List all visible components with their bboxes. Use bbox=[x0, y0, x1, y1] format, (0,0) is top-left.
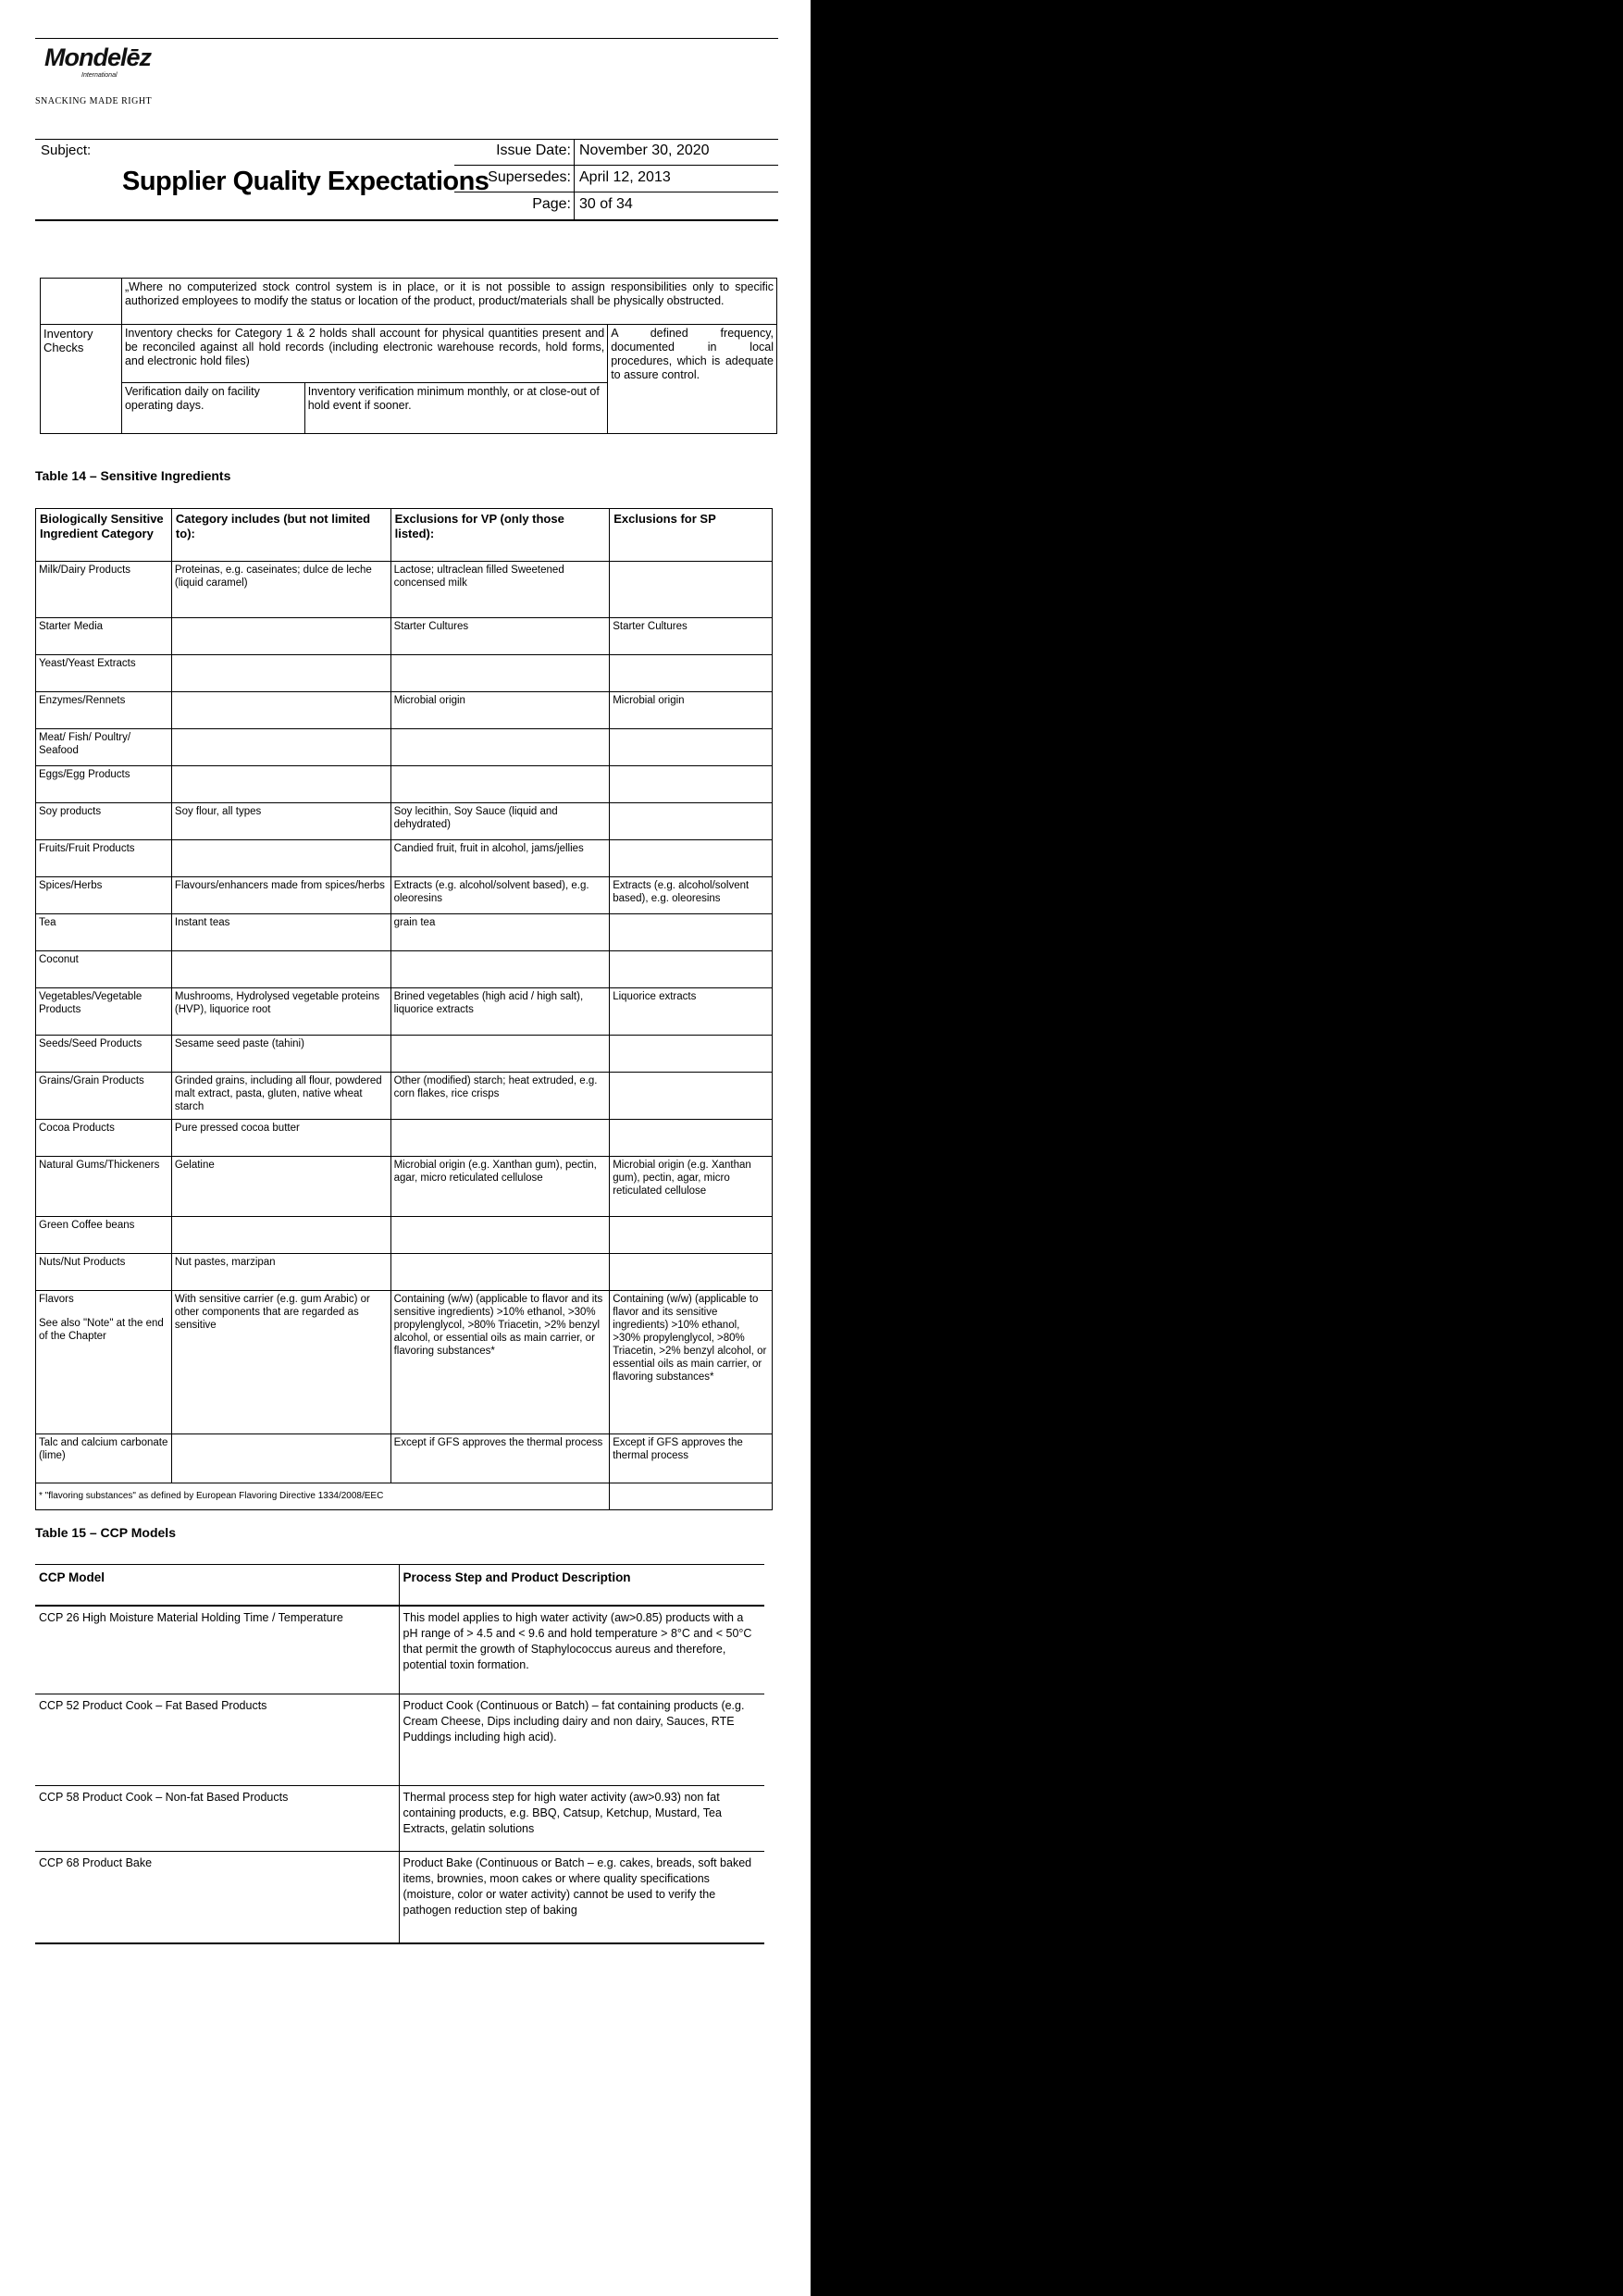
column-header: Category includes (but not limited to): bbox=[171, 509, 390, 562]
cell-text: Proteinas, e.g. caseinates; dulce de leche (liquid caramel) bbox=[174, 565, 372, 589]
table-cell bbox=[36, 618, 172, 655]
table-cell bbox=[390, 618, 610, 655]
hold-inventory-table bbox=[40, 278, 777, 434]
column-header: CCP Model bbox=[35, 1565, 399, 1607]
table-cell bbox=[36, 692, 172, 729]
cell-text: Fruits/Fruit Products bbox=[39, 843, 135, 854]
hold-obstruction-text: „Where no computerized stock control system is in place, or it is not possible to assign responsibilities only to specific authorized employees to modify the status or location of the product, product/materials shall be physically obstructed. bbox=[121, 279, 776, 325]
verification-monthly-text: Inventory verification minimum monthly, or at close-out of hold event if sooner. bbox=[304, 383, 608, 434]
table-cell bbox=[36, 1217, 172, 1254]
table-footnote-row bbox=[36, 1483, 773, 1510]
table-cell bbox=[390, 1254, 610, 1291]
cell-text: Brined vegetables (high acid / high salt), liquorice extracts bbox=[393, 991, 584, 1015]
table-row bbox=[41, 325, 777, 383]
table-cell bbox=[390, 803, 610, 840]
table-cell bbox=[390, 1036, 610, 1073]
table-cell bbox=[610, 1157, 773, 1217]
cell-text: Mushrooms, Hydrolysed vegetable proteins (HVP), liquorice root bbox=[174, 991, 380, 1015]
cell-text: Extracts (e.g. alcohol/solvent based), e.g. oleoresins bbox=[613, 880, 750, 904]
table-cell bbox=[390, 988, 610, 1036]
table-cell bbox=[171, 1434, 390, 1483]
cell-text: Extracts (e.g. alcohol/solvent based), e.g. oleoresins bbox=[393, 880, 589, 904]
table-row bbox=[41, 279, 777, 325]
top-rule bbox=[35, 38, 778, 39]
table-cell bbox=[171, 877, 390, 914]
column-header: Exclusions for VP (only those listed): bbox=[390, 509, 610, 562]
cell-text: Eggs/Egg Products bbox=[39, 769, 130, 780]
table-cell bbox=[610, 914, 773, 951]
cell-text: Liquorice extracts bbox=[613, 991, 697, 1002]
table-row bbox=[36, 1291, 773, 1434]
table-cell bbox=[36, 951, 172, 988]
table-cell bbox=[36, 914, 172, 951]
cell-text: Green Coffee beans bbox=[39, 1220, 135, 1231]
table-cell bbox=[36, 1157, 172, 1217]
table-cell bbox=[390, 840, 610, 877]
page-title: Supplier Quality Expectations bbox=[122, 167, 489, 196]
cell-text: Pure pressed cocoa butter bbox=[174, 1123, 300, 1134]
table-cell bbox=[36, 1291, 172, 1434]
supersedes-value: April 12, 2013 bbox=[579, 169, 671, 185]
inventory-checks-label: Inventory Checks bbox=[41, 325, 122, 434]
table-row bbox=[36, 914, 773, 951]
inventory-checks-text: Inventory checks for Category 1 & 2 holds shall account for physical quantities present and be reconciled against all hold records (including electronic warehouse records, hold forms, and electronic hold files) bbox=[121, 325, 607, 383]
table-cell bbox=[610, 1217, 773, 1254]
table-cell bbox=[390, 1120, 610, 1157]
table-cell bbox=[171, 729, 390, 766]
table-cell: Product Cook (Continuous or Batch) – fat containing products (e.g. Cream Cheese, Dips including dairy and non dairy, Sauces, RTE Puddings including high acid). bbox=[399, 1694, 764, 1786]
sensitive-ingredients-table bbox=[35, 508, 773, 1510]
table-cell bbox=[390, 1291, 610, 1434]
cell-text: Enzymes/Rennets bbox=[39, 695, 126, 706]
table-cell bbox=[36, 766, 172, 803]
cell-text: Vegetables/Vegetable Products bbox=[39, 991, 142, 1015]
table-cell: CCP 68 Product Bake bbox=[35, 1852, 399, 1944]
column-header: Exclusions for SP bbox=[610, 509, 773, 562]
table-cell: CCP 58 Product Cook – Non-fat Based Products bbox=[35, 1786, 399, 1852]
table-cell bbox=[390, 1157, 610, 1217]
table-cell bbox=[390, 914, 610, 951]
table14-footnote: * "flavoring substances" as defined by European Flavoring Directive 1334/2008/EEC bbox=[36, 1483, 610, 1510]
table-cell bbox=[171, 1036, 390, 1073]
table-row bbox=[36, 1036, 773, 1073]
company-logo bbox=[44, 43, 151, 72]
cell-text: Flavours/enhancers made from spices/herbs bbox=[174, 880, 385, 891]
cell-text: Containing (w/w) (applicable to flavor and its sensitive ingredients) >10% ethanol, >30% propylenglycol, >80% Triacetin, >2% benzyl alcohol, or essential oils as main carrier, or flavoring substances* bbox=[613, 1294, 767, 1383]
table-cell bbox=[171, 1291, 390, 1434]
table-cell bbox=[610, 951, 773, 988]
table-row bbox=[36, 877, 773, 914]
table-header-row bbox=[36, 509, 773, 562]
ccp-models-table bbox=[35, 1564, 764, 1944]
cell-text: Instant teas bbox=[174, 917, 230, 928]
table-cell bbox=[390, 729, 610, 766]
meta-rule-1 bbox=[454, 165, 778, 166]
cell-text: Nut pastes, marzipan bbox=[174, 1257, 276, 1268]
cell-text: Lactose; ultraclean filled Sweetened concensed milk bbox=[393, 565, 564, 589]
document-page bbox=[0, 0, 811, 2296]
table-cell bbox=[610, 988, 773, 1036]
table-cell bbox=[171, 692, 390, 729]
table-cell bbox=[610, 1254, 773, 1291]
column-header: Biologically Sensitive Ingredient Category bbox=[36, 509, 172, 562]
cell-text: Cocoa Products bbox=[39, 1123, 115, 1134]
table-cell bbox=[36, 840, 172, 877]
table-header-row bbox=[35, 1565, 764, 1607]
table-cell bbox=[390, 1434, 610, 1483]
table-row bbox=[36, 1254, 773, 1291]
table-cell: This model applies to high water activity (aw>0.85) products with a pH range of > 4.5 and < 9.6 and hold temperature > 8°C and < 50°C that permit the growth of Staphylococcus aureus and therefore, potential toxin formation. bbox=[399, 1606, 764, 1694]
table-row bbox=[36, 803, 773, 840]
header-rule-bottom bbox=[35, 219, 778, 221]
table-row bbox=[36, 692, 773, 729]
table-cell bbox=[610, 1036, 773, 1073]
cell-text: Yeast/Yeast Extracts bbox=[39, 658, 136, 669]
cell-text: Coconut bbox=[39, 954, 79, 965]
table14-caption: Table 14 – Sensitive Ingredients bbox=[35, 468, 231, 483]
tagline: SNACKING MADE RIGHT bbox=[35, 96, 153, 106]
table-row bbox=[36, 1120, 773, 1157]
page-label: Page: bbox=[532, 196, 571, 212]
cell-text: Milk/Dairy Products bbox=[39, 565, 131, 576]
table-cell bbox=[36, 803, 172, 840]
meta-divider bbox=[574, 139, 575, 219]
table-cell bbox=[171, 951, 390, 988]
table-row bbox=[36, 562, 773, 618]
cell-text: Soy products bbox=[39, 806, 102, 817]
cell-text: Natural Gums/Thickeners bbox=[39, 1160, 160, 1171]
table-cell bbox=[610, 692, 773, 729]
logo-wordmark: Mondelēz bbox=[44, 43, 152, 71]
table-cell bbox=[390, 692, 610, 729]
table-cell bbox=[390, 766, 610, 803]
table-cell bbox=[610, 655, 773, 692]
table-cell bbox=[171, 618, 390, 655]
table-cell bbox=[36, 562, 172, 618]
table-cell bbox=[171, 803, 390, 840]
table-cell bbox=[171, 914, 390, 951]
table-cell bbox=[610, 877, 773, 914]
cell-text: Soy flour, all types bbox=[174, 806, 262, 817]
cell-text: Containing (w/w) (applicable to flavor and its sensitive ingredients) >10% ethanol, >30% propylenglycol, >80% Triacetin, >2% benzyl alcohol, or essential oils as main carrier, or flavoring substances* bbox=[393, 1294, 603, 1357]
table-cell bbox=[171, 1217, 390, 1254]
table-row bbox=[36, 1217, 773, 1254]
table-cell bbox=[610, 1434, 773, 1483]
cell-text: Other (modified) starch; heat extruded, e.g. corn flakes, rice crisps bbox=[393, 1075, 598, 1099]
table-row bbox=[35, 1852, 764, 1944]
issue-date-label: Issue Date: bbox=[496, 143, 571, 158]
table-row bbox=[36, 1073, 773, 1120]
cell-text: Soy lecithin, Soy Sauce (liquid and dehydrated) bbox=[393, 806, 558, 830]
table-cell bbox=[36, 1434, 172, 1483]
page-number: 30 of 34 bbox=[579, 196, 633, 212]
table-cell bbox=[390, 562, 610, 618]
column-header: Process Step and Product Description bbox=[399, 1565, 764, 1607]
table15-caption: Table 15 – CCP Models bbox=[35, 1525, 176, 1540]
table-cell bbox=[171, 988, 390, 1036]
cell-text: grain tea bbox=[393, 917, 436, 928]
table-cell: Thermal process step for high water activity (aw>0.93) non fat containing products, e.g. BBQ, Catsup, Ketchup, Mustard, Tea Extracts, gelatin solutions bbox=[399, 1786, 764, 1852]
table-row bbox=[36, 951, 773, 988]
cell-text: Candied fruit, fruit in alcohol, jams/jellies bbox=[393, 843, 584, 854]
cell-text: Nuts/Nut Products bbox=[39, 1257, 126, 1268]
cell-text: Tea bbox=[39, 917, 56, 928]
inventory-frequency-text: A defined frequency, documented in local procedures, which is adequate to assure control. bbox=[608, 325, 777, 434]
table-cell bbox=[36, 1036, 172, 1073]
table-cell bbox=[610, 562, 773, 618]
supersedes-label: Supersedes: bbox=[488, 169, 571, 185]
table-cell bbox=[171, 766, 390, 803]
table-cell bbox=[390, 1073, 610, 1120]
cell-text: Microbial origin bbox=[613, 695, 685, 706]
table-row bbox=[35, 1786, 764, 1852]
table-cell bbox=[36, 729, 172, 766]
table-cell bbox=[610, 1073, 773, 1120]
issue-date-value: November 30, 2020 bbox=[579, 143, 710, 158]
cell-text: Sesame seed paste (tahini) bbox=[174, 1038, 304, 1049]
table-cell: CCP 26 High Moisture Material Holding Time / Temperature bbox=[35, 1606, 399, 1694]
cell-text: Except if GFS approves the thermal process bbox=[613, 1437, 743, 1461]
table-cell bbox=[610, 1120, 773, 1157]
cell-text: Meat/ Fish/ Poultry/ Seafood bbox=[39, 732, 131, 756]
table-cell bbox=[36, 1120, 172, 1157]
table-cell bbox=[36, 1073, 172, 1120]
cell-text: Spices/Herbs bbox=[39, 880, 103, 891]
table-row bbox=[35, 1694, 764, 1786]
table-cell bbox=[390, 1217, 610, 1254]
table-row bbox=[36, 766, 773, 803]
table-row bbox=[36, 729, 773, 766]
table-cell bbox=[610, 840, 773, 877]
table-cell bbox=[171, 1254, 390, 1291]
table-row bbox=[36, 840, 773, 877]
subject-label: Subject: bbox=[41, 143, 92, 158]
table-cell bbox=[610, 618, 773, 655]
cell-text: Starter Cultures bbox=[613, 621, 688, 632]
table-cell bbox=[171, 840, 390, 877]
cell-text: Except if GFS approves the thermal process bbox=[393, 1437, 603, 1448]
cell-text: With sensitive carrier (e.g. gum Arabic) or other components that are regarded as sensitive bbox=[174, 1294, 370, 1331]
cell-text: Talc and calcium carbonate (lime) bbox=[39, 1437, 168, 1461]
logo-subtext: International bbox=[81, 72, 118, 79]
cell-text: Seeds/Seed Products bbox=[39, 1038, 142, 1049]
cell-text: Microbial origin bbox=[393, 695, 465, 706]
table-cell bbox=[610, 1291, 773, 1434]
table-cell bbox=[36, 655, 172, 692]
table-cell bbox=[171, 1073, 390, 1120]
table-cell bbox=[390, 655, 610, 692]
cell-text: Grinded grains, including all flour, powdered malt extract, pasta, gluten, native wheat starch bbox=[174, 1075, 382, 1112]
cell-text: Flavors bbox=[39, 1294, 74, 1305]
table-row bbox=[36, 618, 773, 655]
table-row bbox=[36, 1434, 773, 1483]
cell-text: Starter Media bbox=[39, 621, 104, 632]
cell-text: Microbial origin (e.g. Xanthan gum), pectin, agar, micro reticulated cellulose bbox=[613, 1160, 751, 1197]
table-cell bbox=[171, 562, 390, 618]
cell-text: Microbial origin (e.g. Xanthan gum), pectin, agar, micro reticulated cellulose bbox=[393, 1160, 597, 1184]
table-row bbox=[36, 655, 773, 692]
table-cell bbox=[171, 1157, 390, 1217]
table-cell bbox=[36, 877, 172, 914]
table-cell bbox=[390, 877, 610, 914]
table-cell: Product Bake (Continuous or Batch – e.g. cakes, breads, soft baked items, brownies, moon cakes or where quality specifications (moisture, color or water activity) cannot be used to verify the pathogen reduction step of baking bbox=[399, 1852, 764, 1944]
table-cell bbox=[36, 988, 172, 1036]
table-cell bbox=[610, 803, 773, 840]
table-cell bbox=[171, 655, 390, 692]
cell-text: Grains/Grain Products bbox=[39, 1075, 144, 1086]
verification-daily-text: Verification daily on facility operating days. bbox=[121, 383, 304, 434]
table-cell bbox=[390, 951, 610, 988]
cell-text: Gelatine bbox=[174, 1160, 215, 1171]
cell-text: Starter Cultures bbox=[393, 621, 469, 632]
table-cell: CCP 52 Product Cook – Fat Based Products bbox=[35, 1694, 399, 1786]
header-rule-top bbox=[35, 139, 778, 140]
table-cell bbox=[610, 766, 773, 803]
table-cell bbox=[171, 1120, 390, 1157]
table-row bbox=[36, 988, 773, 1036]
table-row bbox=[35, 1606, 764, 1694]
table-cell bbox=[610, 729, 773, 766]
table-row bbox=[36, 1157, 773, 1217]
flavors-note: See also "Note" at the end of the Chapter bbox=[39, 1318, 164, 1342]
table-cell bbox=[36, 1254, 172, 1291]
